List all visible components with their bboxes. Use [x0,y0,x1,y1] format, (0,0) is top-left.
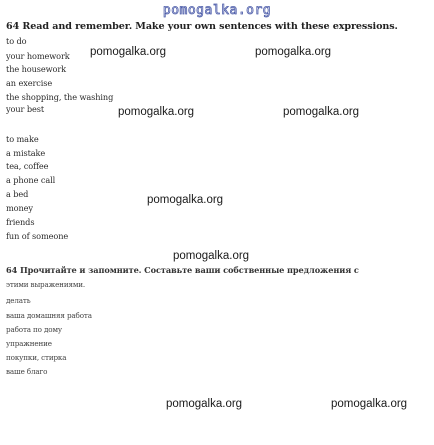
expression-item: an exercise [6,78,53,88]
expression-item: the shopping, the washing [6,92,114,102]
expression-verb: to do [6,36,27,46]
translation-heading-continued: этими выражениями. [6,280,86,289]
watermark-text: pomogalka.org [283,106,360,118]
translation-item: ваша домашняя работа [6,311,92,320]
watermark-text: pomogalka.org [255,46,332,58]
expression-item: a phone call [6,175,56,185]
expression-item: tea, coffee [6,161,49,171]
translation-item: делать [6,296,31,305]
translation-item: ваше благо [6,367,48,376]
site-logo[interactable]: pomogalka.org [162,3,272,18]
expression-item: a mistake [6,148,46,158]
watermark-text: pomogalka.org [166,398,243,410]
translation-item: работа по дому [6,325,62,334]
expression-item: fun of someone [6,231,69,241]
watermark-text: pomogalka.org [147,194,224,206]
expression-item: a bed [6,189,29,199]
watermark-text: pomogalka.org [118,106,195,118]
watermark-text: pomogalka.org [331,398,408,410]
translation-heading: 64 Прочитайте и запомните. Составьте ваши собственные предложения с [6,265,359,275]
translation-item: покупки, стирка [6,353,67,362]
watermark-text: pomogalka.org [90,46,167,58]
expression-item: friends [6,217,35,227]
expression-verb: to make [6,134,39,144]
watermark-text: pomogalka.org [173,250,250,262]
expression-item: your best [6,104,45,114]
expression-item: money [6,203,33,213]
expression-item: the housework [6,64,67,74]
exercise-heading: 64 Read and remember. Make your own sentences with these expressions. [6,21,398,32]
expression-item: your homework [6,51,70,61]
translation-item: упражнение [6,339,52,348]
